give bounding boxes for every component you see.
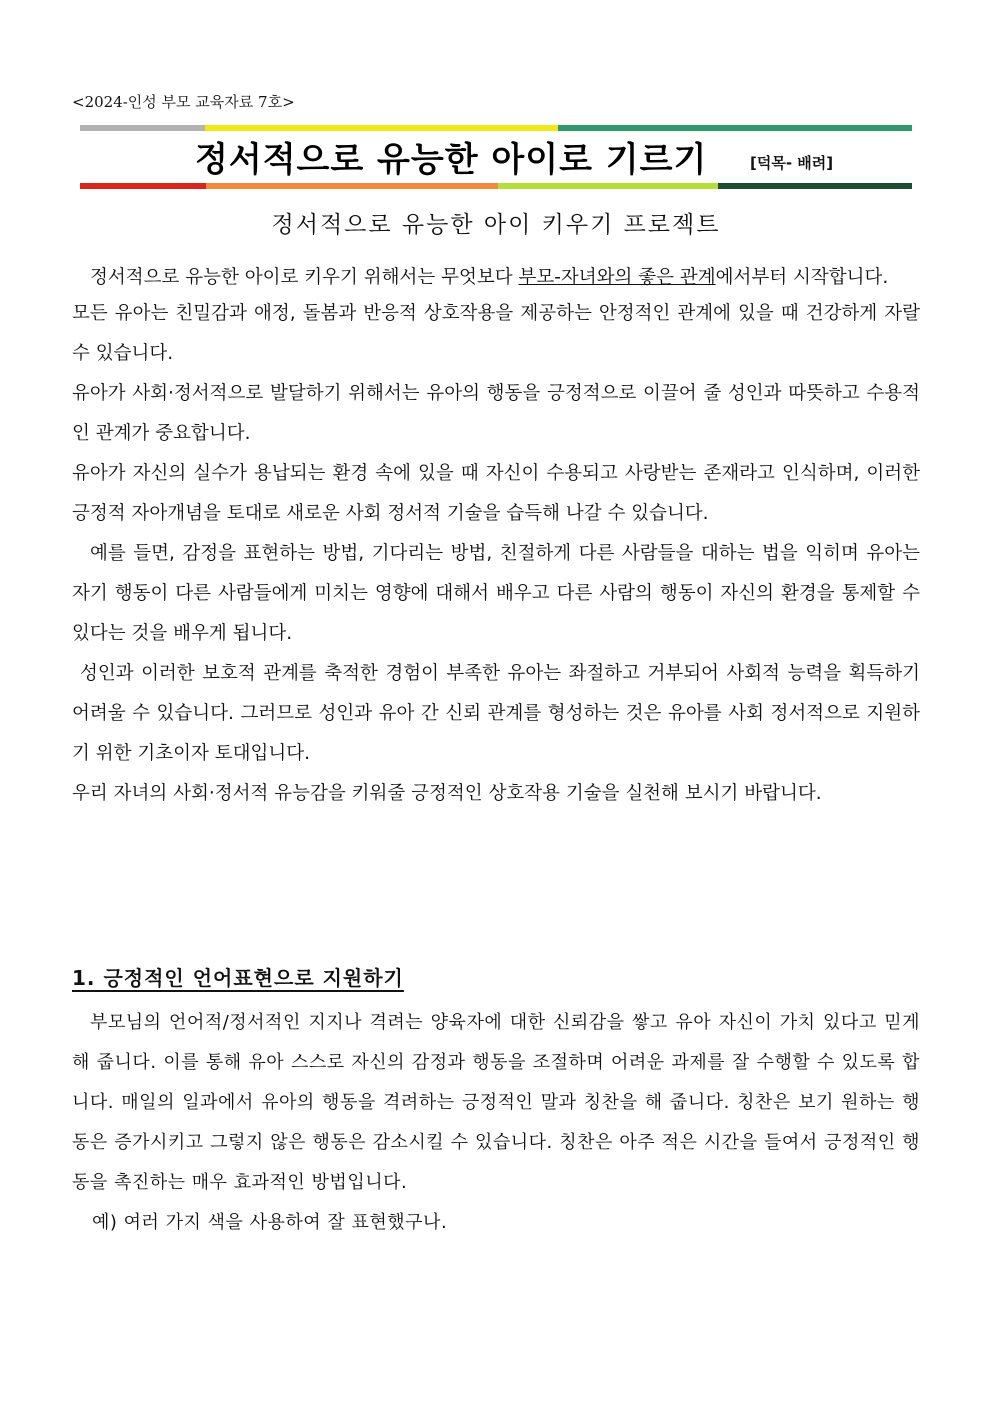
top-color-band xyxy=(80,125,912,131)
subtitle: 정서적으로 유능한 아이 키우기 프로젝트 xyxy=(271,212,721,238)
intro-paragraph xyxy=(72,268,920,288)
band-segment xyxy=(558,125,912,131)
intro-paragraph: 성인과 이러한 보호적 관계를 축적한 경험이 부족한 유아는 좌절하고 거부되어 사회적 능력을 획득하기 어려울 수 있습니다. 그러므로 성인과 유아 간 신뢰 관계를 형성하는 것은 유아를 사회 정서적으로 지원하기 위한 기초이자 토대입니다. xyxy=(72,663,920,764)
intro-paragraph: 유아가 사회·정서적으로 발달하기 위해서는 유아의 행동을 긍정적으로 이끌어 줄 성인과 따뜻하고 수용적인 관계가 중요합니다. xyxy=(72,383,920,444)
band-segment xyxy=(718,183,912,189)
example-line: 예) 여러 가지 색을 사용하여 잘 표현했구나. xyxy=(92,1212,448,1233)
underlined-phrase: 부모-자녀와의 좋은 관계 xyxy=(518,267,716,288)
intro-paragraph: 모든 유아는 친밀감과 애정, 돌봄과 반응적 상호작용을 제공하는 안정적인 관계에 있을 때 건강하게 자랄 수 있습니다. xyxy=(72,303,920,364)
band-segment xyxy=(80,183,206,189)
intro-body xyxy=(72,268,920,814)
intro-paragraph: 유아가 자신의 실수가 용납되는 환경 속에 있을 때 자신이 수용되고 사랑받는 존재라고 인식하며, 이러한 긍정적 자아개념을 토대로 새로운 사회 정서적 기술을 습득해 나갈 수 있습니다. xyxy=(72,463,920,524)
intro-text: 에서부터 시작합니다. xyxy=(715,267,889,288)
band-segment xyxy=(206,183,498,189)
section-heading: 1. 긍정적인 언어표현으로 지원하기 xyxy=(72,966,404,990)
bottom-color-band xyxy=(80,183,912,189)
band-segment xyxy=(498,183,718,189)
page-title: 정서적으로 유능한 아이로 기르기 xyxy=(195,140,708,180)
virtue-tag: [덕목- 배려] xyxy=(750,154,834,172)
intro-paragraph: 우리 자녀의 사회·정서적 유능감을 키워줄 긍정적인 상호작용 기술을 실천해 보시기 바랍니다. xyxy=(72,783,822,804)
intro-text: 정서적으로 유능한 아이로 키우기 위해서는 무엇보다 xyxy=(90,267,519,288)
band-segment xyxy=(205,125,558,131)
section-body xyxy=(72,1003,920,1243)
intro-paragraph: 예를 들면, 감정을 표현하는 방법, 기다리는 방법, 친절하게 다른 사람들을 대하는 법을 익히며 유아는 자기 행동이 다른 사람들에게 미치는 영향에 대해서 배우고 다른 사람의 행동이 자신의 환경을 통제할 수 있다는 것을 배우게 됩니다. xyxy=(72,543,920,644)
band-segment xyxy=(80,125,205,131)
section-paragraph: 부모님의 언어적/정서적인 지지나 격려는 양육자에 대한 신뢰감을 쌓고 유아 자신이 가치 있다고 믿게 해 줍니다. 이를 통해 유아 스스로 자신의 감정과 행동을 조절하며 어려운 과제를 잘 수행할 수 있도록 합니다. 매일의 일과에서 유아의 행동을 격려하는 긍정적인 말과 칭찬을 해 줍니다. 칭찬은 보기 원하는 행동은 증가시키고 그렇지 않은 행동은 감소시킬 수 있습니다. 칭찬은 아주 적은 시간을 들여서 긍정적인 행동을 촉진하는 매우 효과적인 방법입니다. xyxy=(72,1012,920,1193)
document-label: <2024-인성 부모 교육자료 7호> xyxy=(72,93,295,111)
